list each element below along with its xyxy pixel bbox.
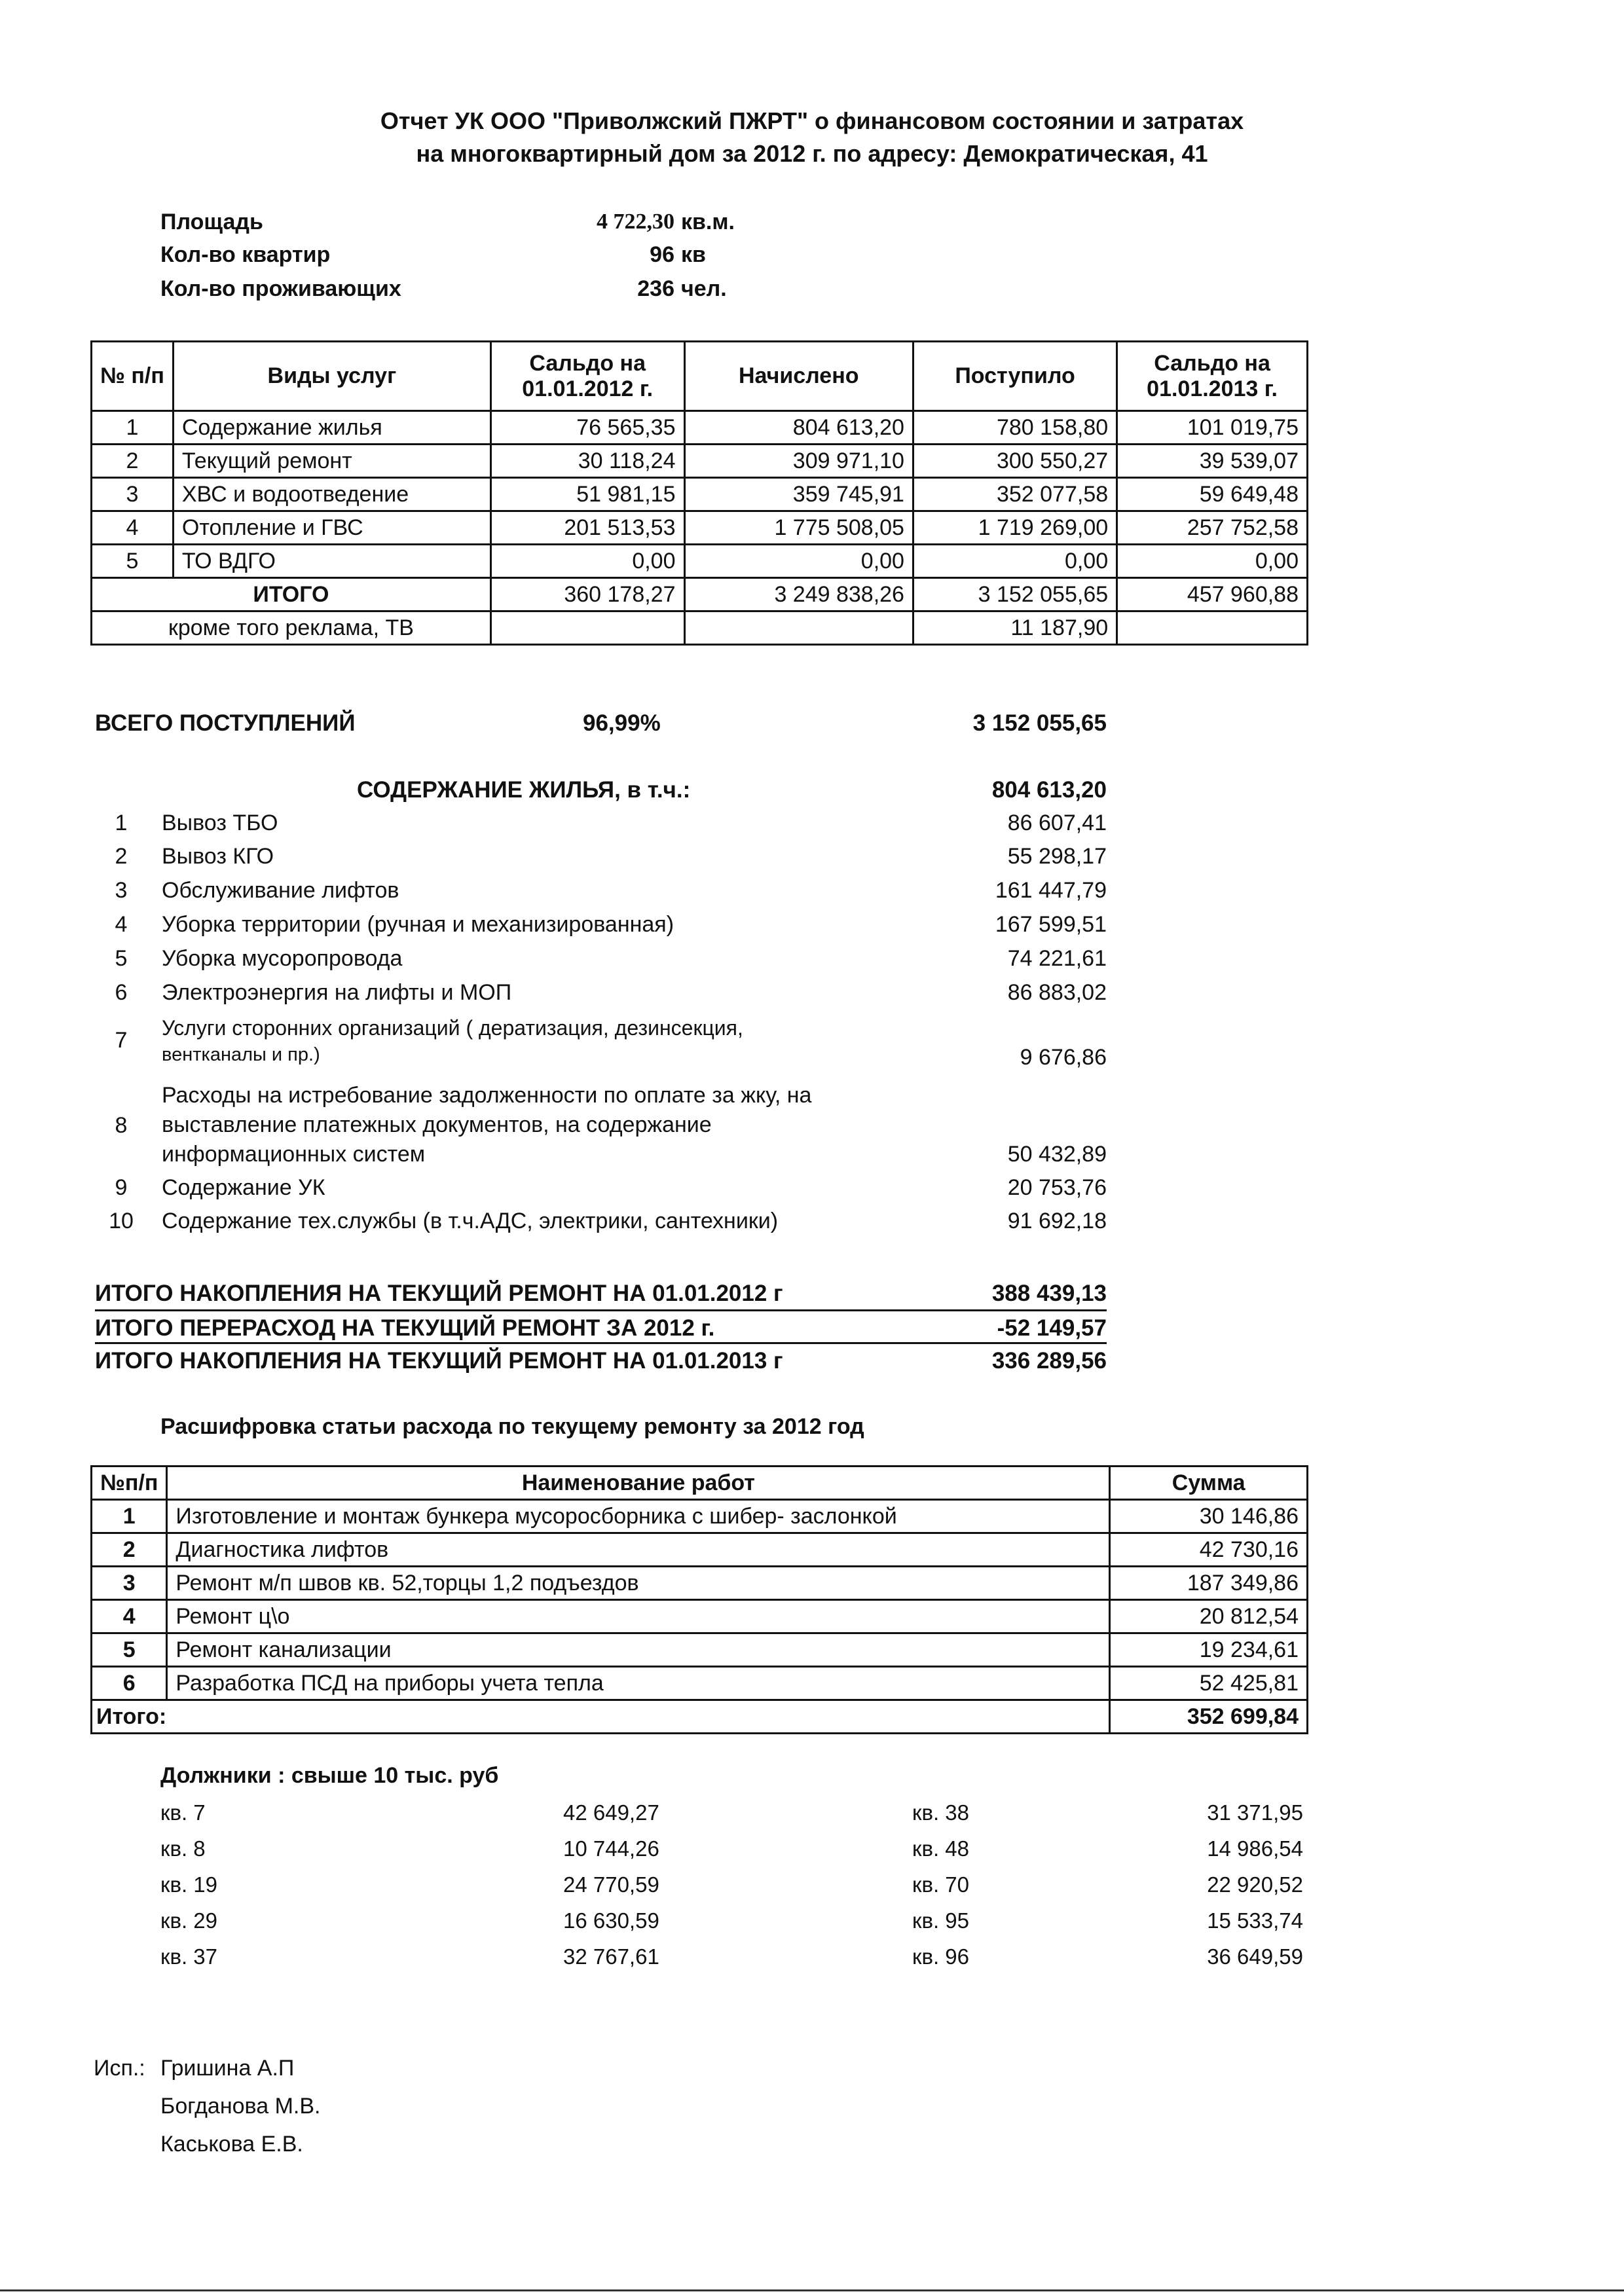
row-number: 5 (92, 545, 174, 578)
debtor-apartment: кв. 70 (912, 1872, 970, 1897)
item-value: 86 607,41 (1007, 811, 1107, 835)
row-work-name: Ремонт м/п швов кв. 52,торцы 1,2 подъездов (167, 1567, 1110, 1600)
item-value: 86 883,02 (1007, 980, 1107, 1005)
item-value: 9 676,86 (1020, 1045, 1107, 1070)
row-service: Отопление и ГВС (173, 511, 490, 545)
row-sum: 52 425,81 (1110, 1667, 1308, 1700)
repair-table (90, 1465, 1308, 1734)
row-number: 4 (92, 1600, 167, 1633)
debtor-amount: 32 767,61 (563, 1944, 659, 1969)
row-number: 1 (92, 1500, 167, 1533)
row-service: Содержание жилья (173, 411, 490, 445)
info-apartments-value: 96 (650, 242, 674, 267)
item-name-line1: Расходы на истребование задолженности по оплате за жку, на (162, 1083, 812, 1108)
accumulation-line (95, 1277, 1107, 1309)
row-work-name: Изготовление и монтаж бункера мусоросборника с шибер- заслонкой (167, 1500, 1110, 1533)
extra-empty-cell (1117, 611, 1308, 645)
row-service: Текущий ремонт (173, 445, 490, 478)
row-service: ТО ВДГО (173, 545, 490, 578)
header-received: Поступило (913, 342, 1116, 411)
info-area-label: Площадь (160, 210, 263, 234)
debtor-amount: 10 744,26 (563, 1836, 659, 1861)
info-apartments-label: Кол-во квартир (160, 242, 331, 267)
item-number: 7 (115, 1028, 128, 1053)
row-number: 5 (92, 1633, 167, 1667)
accumulation-label: ИТОГО НАКОПЛЕНИЯ НА ТЕКУЩИЙ РЕМОНТ НА 01.01.2012 г (95, 1281, 783, 1306)
debtor-apartment: кв. 96 (912, 1944, 970, 1969)
table-row (92, 411, 1308, 445)
total-balance-2013: 457 960,88 (1117, 578, 1308, 611)
row-balance-2013: 0,00 (1117, 545, 1308, 578)
item-name: Электроэнергия на лифты и МОП (162, 980, 512, 1005)
extra-received: 11 187,90 (913, 611, 1116, 645)
row-balance-2012: 201 513,53 (490, 511, 684, 545)
row-balance-2012: 30 118,24 (490, 445, 684, 478)
debtor-apartment: кв. 19 (160, 1872, 218, 1897)
row-number: 3 (92, 478, 174, 511)
row-service: ХВС и водоотведение (173, 478, 490, 511)
accumulation-value: 336 289,56 (991, 1348, 1107, 1374)
debtor-apartment: кв. 95 (912, 1908, 970, 1933)
accumulation-line (95, 1309, 1107, 1344)
row-balance-2012: 76 565,35 (490, 411, 684, 445)
header-charged: Начислено (684, 342, 913, 411)
row-number: 6 (92, 1667, 167, 1700)
row-work-name: Ремонт канализации (167, 1633, 1110, 1667)
debtor-amount: 15 533,74 (1207, 1908, 1303, 1933)
info-area-unit: кв.м. (681, 210, 735, 234)
maintenance-total: 804 613,20 (991, 777, 1107, 803)
accumulation-value: 388 439,13 (991, 1281, 1107, 1306)
receipts-label: ВСЕГО ПОСТУПЛЕНИЙ (95, 710, 356, 736)
item-value: 161 447,79 (995, 878, 1107, 903)
row-balance-2013: 101 019,75 (1117, 411, 1308, 445)
item-value: 20 753,76 (1007, 1175, 1107, 1200)
info-residents-value: 236 (637, 276, 674, 301)
signature-name: Гришина А.П (160, 2056, 295, 2081)
item-value: 74 221,61 (1007, 946, 1107, 971)
table-row (92, 1567, 1308, 1600)
header-balance-2013: Сальдо на 01.01.2013 г. (1117, 342, 1308, 411)
item-name: Вывоз КГО (162, 844, 274, 869)
total-charged: 3 249 838,26 (684, 578, 913, 611)
debtor-amount: 36 649,59 (1207, 1944, 1303, 1969)
repair-total-value: 352 699,84 (1110, 1700, 1308, 1734)
item-number: 10 (109, 1209, 134, 1233)
table-row (92, 1633, 1308, 1667)
item-value: 50 432,89 (1007, 1142, 1107, 1167)
signature-name: Каськова Е.В. (160, 2132, 303, 2157)
debtor-apartment: кв. 48 (912, 1836, 970, 1861)
signatures-prefix: Исп.: (94, 2056, 145, 2081)
row-received: 1 719 269,00 (913, 511, 1116, 545)
item-number: 4 (115, 912, 128, 937)
maintenance-list (0, 811, 1624, 1243)
header-sum: Сумма (1110, 1467, 1308, 1500)
row-sum: 42 730,16 (1110, 1533, 1308, 1567)
table-row (92, 1533, 1308, 1567)
debtors-list (0, 1800, 1624, 1984)
repair-header-row (92, 1467, 1308, 1500)
report-title-line2: на многоквартирный дом за 2012 г. по адресу: Демократическая, 41 (416, 140, 1208, 167)
row-balance-2012: 0,00 (490, 545, 684, 578)
accumulation-line (95, 1342, 1107, 1377)
header-service: Виды услуг (173, 342, 490, 411)
item-name: Вывоз ТБО (162, 811, 278, 835)
row-balance-2012: 51 981,15 (490, 478, 684, 511)
total-label: ИТОГО (92, 578, 491, 611)
item-name-line3: информационных систем (162, 1142, 426, 1167)
row-charged: 804 613,20 (684, 411, 913, 445)
info-residents-label: Кол-во проживающих (160, 276, 401, 301)
debtor-apartment: кв. 29 (160, 1908, 218, 1933)
item-number: 6 (115, 980, 128, 1005)
info-residents-unit: чел. (681, 276, 727, 301)
row-received: 300 550,27 (913, 445, 1116, 478)
item-name: Уборка мусоропровода (162, 946, 403, 971)
debtors-heading: Должники : свыше 10 тыс. руб (160, 1763, 499, 1788)
row-number: 2 (92, 445, 174, 478)
row-received: 780 158,80 (913, 411, 1116, 445)
accumulation-value: -52 149,57 (997, 1315, 1107, 1341)
row-received: 0,00 (913, 545, 1116, 578)
row-charged: 0,00 (684, 545, 913, 578)
table-row (92, 545, 1308, 578)
debtor-amount: 22 920,52 (1207, 1872, 1303, 1897)
repair-total-label: Итого: (92, 1700, 1110, 1734)
row-sum: 30 146,86 (1110, 1500, 1308, 1533)
maintenance-heading: СОДЕРЖАНИЕ ЖИЛЬЯ, в т.ч.: (357, 777, 691, 803)
repair-heading: Расшифровка статьи расхода по текущему ремонту за 2012 год (160, 1414, 864, 1439)
row-number: 2 (92, 1533, 167, 1567)
extra-empty-cell (490, 611, 684, 645)
debtor-amount: 31 371,95 (1207, 1800, 1303, 1825)
extra-label: кроме того реклама, ТВ (92, 611, 491, 645)
item-name: Содержание тех.службы (в т.ч.АДС, электрики, сантехники) (162, 1209, 779, 1233)
debtor-amount: 14 986,54 (1207, 1836, 1303, 1861)
table-row (92, 1667, 1308, 1700)
debtor-apartment: кв. 38 (912, 1800, 970, 1825)
row-charged: 1 775 508,05 (684, 511, 913, 545)
item-name-line2: выставление платежных документов, на содержание (162, 1112, 712, 1137)
item-number: 9 (115, 1175, 128, 1200)
debtor-apartment: кв. 7 (160, 1800, 206, 1825)
report-title-line1: Отчет УК ООО "Приволжский ПЖРТ" о финансовом состоянии и затратах (380, 107, 1244, 134)
info-area-value: 4 722,30 (597, 210, 674, 234)
receipts-percent: 96,99% (583, 710, 661, 736)
services-table (90, 340, 1308, 646)
item-value: 167 599,51 (995, 912, 1107, 937)
services-extra-row (92, 611, 1308, 645)
item-value: 91 692,18 (1007, 1209, 1107, 1233)
item-name-line2: вентканалы и пр.) (162, 1044, 320, 1065)
header-number: №п/п (92, 1467, 167, 1500)
row-balance-2013: 59 649,48 (1117, 478, 1308, 511)
row-work-name: Разработка ПСД на приборы учета тепла (167, 1667, 1110, 1700)
row-number: 4 (92, 511, 174, 545)
item-value: 55 298,17 (1007, 844, 1107, 869)
signature-name: Богданова М.В. (160, 2094, 321, 2119)
header-number: № п/п (92, 342, 174, 411)
item-name: Уборка территории (ручная и механизированная) (162, 912, 674, 937)
repair-total-row (92, 1700, 1308, 1734)
row-sum: 19 234,61 (1110, 1633, 1308, 1667)
row-sum: 20 812,54 (1110, 1600, 1308, 1633)
item-number: 2 (115, 844, 128, 869)
item-number: 1 (115, 811, 128, 835)
debtor-amount: 24 770,59 (563, 1872, 659, 1897)
row-received: 352 077,58 (913, 478, 1116, 511)
extra-empty-cell (684, 611, 913, 645)
row-number: 3 (92, 1567, 167, 1600)
debtor-amount: 42 649,27 (563, 1800, 659, 1825)
receipts-amount: 3 152 055,65 (972, 710, 1107, 736)
debtor-apartment: кв. 8 (160, 1836, 206, 1861)
header-work-name: Наименование работ (167, 1467, 1110, 1500)
total-balance-2012: 360 178,27 (490, 578, 684, 611)
row-number: 1 (92, 411, 174, 445)
table-row (92, 511, 1308, 545)
table-row (92, 1600, 1308, 1633)
row-charged: 359 745,91 (684, 478, 913, 511)
accumulation-label: ИТОГО НАКОПЛЕНИЯ НА ТЕКУЩИЙ РЕМОНТ НА 01.01.2013 г (95, 1348, 783, 1374)
info-apartments-unit: кв (681, 242, 706, 267)
row-sum: 187 349,86 (1110, 1567, 1308, 1600)
item-name-line1: Услуги сторонних организаций ( дератизация, дезинсекция, (162, 1016, 743, 1040)
row-balance-2013: 39 539,07 (1117, 445, 1308, 478)
item-name: Обслуживание лифтов (162, 878, 399, 903)
table-row (92, 478, 1308, 511)
header-balance-2012: Сальдо на 01.01.2012 г. (490, 342, 684, 411)
row-balance-2013: 257 752,58 (1117, 511, 1308, 545)
services-total-row (92, 578, 1308, 611)
row-work-name: Ремонт ц\о (167, 1600, 1110, 1633)
accumulation-label: ИТОГО ПЕРЕРАСХОД НА ТЕКУЩИЙ РЕМОНТ ЗА 2012 г. (95, 1315, 715, 1341)
debtor-apartment: кв. 37 (160, 1944, 218, 1969)
item-name: Содержание УК (162, 1175, 325, 1200)
table-row (92, 445, 1308, 478)
item-number: 5 (115, 946, 128, 971)
row-charged: 309 971,10 (684, 445, 913, 478)
total-received: 3 152 055,65 (913, 578, 1116, 611)
table-row (92, 1500, 1308, 1533)
row-work-name: Диагностика лифтов (167, 1533, 1110, 1567)
item-number: 3 (115, 878, 128, 903)
services-header-row (92, 342, 1308, 411)
scan-edge-line (0, 2289, 1624, 2291)
debtor-amount: 16 630,59 (563, 1908, 659, 1933)
item-number: 8 (115, 1113, 128, 1138)
